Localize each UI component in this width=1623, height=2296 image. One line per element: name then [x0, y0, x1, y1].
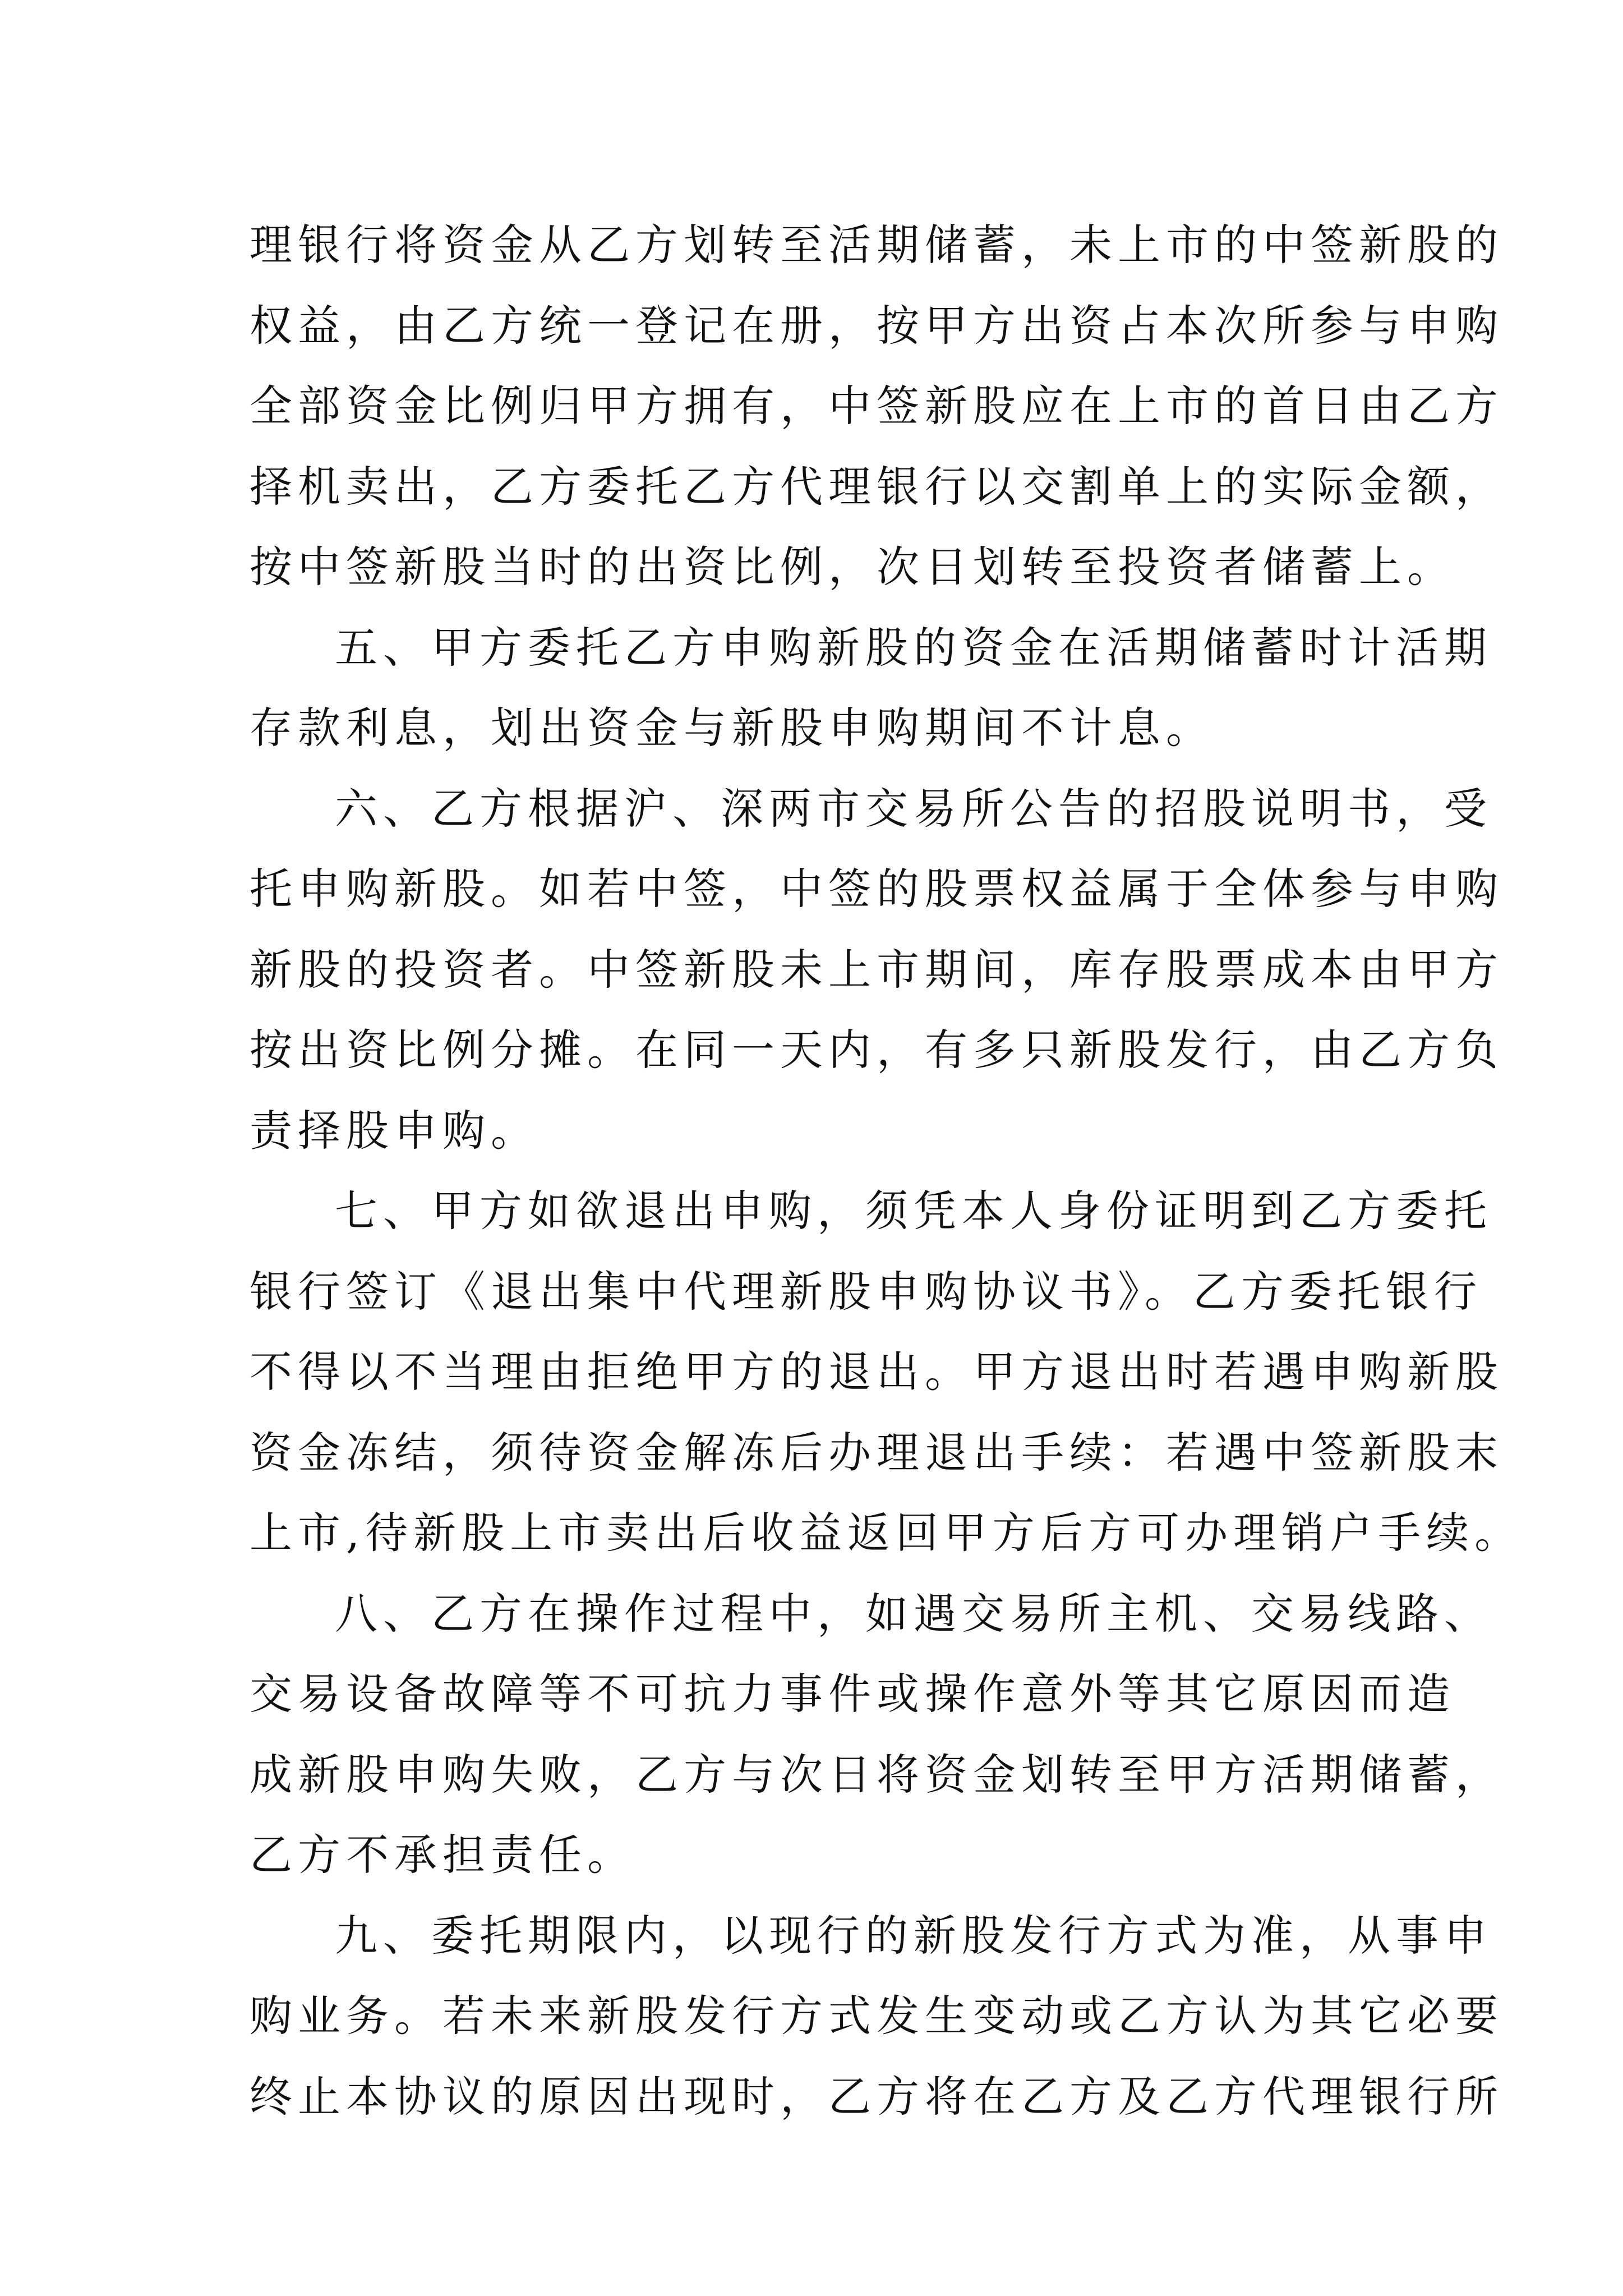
text-line: 成新股申购失败，乙方与次日将资金划转至甲方活期储蓄，	[250, 1749, 1504, 1800]
text-line: 不得以不当理由拒绝甲方的退出。甲方退出时若遇申购新股	[250, 1347, 1504, 1397]
text-line: 权益，由乙方统一登记在册，按甲方出资占本次所参与申购	[250, 300, 1504, 351]
text-line: 终止本协议的原因出现时，乙方将在乙方及乙方代理银行所	[250, 2071, 1504, 2122]
text-line: 新股的投资者。中签新股未上市期间，库存股票成本由甲方	[250, 944, 1504, 995]
text-line: 择机卖出，乙方委托乙方代理银行以交割单上的实际金额，	[250, 461, 1504, 512]
text-line: 银行签订《退出集中代理新股申购协议书》。乙方委托银行	[250, 1266, 1482, 1317]
text-line: 交易设备故障等不可抗力事件或操作意外等其它原因而造	[250, 1669, 1455, 1719]
text-line: 六、乙方根据沪、深两市交易所公告的招股说明书，受	[335, 783, 1492, 834]
text-line: 购业务。若未来新股发行方式发生变动或乙方认为其它必要	[250, 1991, 1504, 2041]
text-line: 存款利息，划出资金与新股申购期间不计息。	[250, 703, 1214, 753]
text-line: 按中签新股当时的出资比例，次日划转至投资者储蓄上。	[250, 542, 1455, 592]
document-body	[250, 205, 1523, 2137]
text-line: 按出资比例分摊。在同一天内，有多只新股发行，由乙方负	[250, 1025, 1504, 1075]
text-line: 资金冻结，须待资金解冻后办理退出手续：若遇中签新股末	[250, 1427, 1504, 1478]
text-line: 五、甲方委托乙方申购新股的资金在活期储蓄时计活期	[335, 622, 1492, 673]
text-line: 九、委托期限内，以现行的新股发行方式为准，从事申	[335, 1910, 1492, 1961]
text-line: 托申购新股。如若中签，中签的股票权益属于全体参与申购	[250, 864, 1504, 914]
text-line: 责择股申购。	[250, 1105, 539, 1156]
text-line: 上市,待新股上市卖出后收益返回甲方后方可办理销户手续。	[250, 1508, 1523, 1558]
text-line: 理银行将资金从乙方划转至活期储蓄，未上市的中签新股的	[250, 220, 1504, 270]
text-line: 全部资金比例归甲方拥有，中签新股应在上市的首日由乙方	[250, 381, 1504, 431]
text-line: 八、乙方在操作过程中，如遇交易所主机、交易线路、	[335, 1588, 1492, 1639]
text-line: 七、甲方如欲退出申购，须凭本人身份证明到乙方委托	[335, 1186, 1492, 1236]
text-line: 乙方不承担责任。	[250, 1830, 635, 1880]
